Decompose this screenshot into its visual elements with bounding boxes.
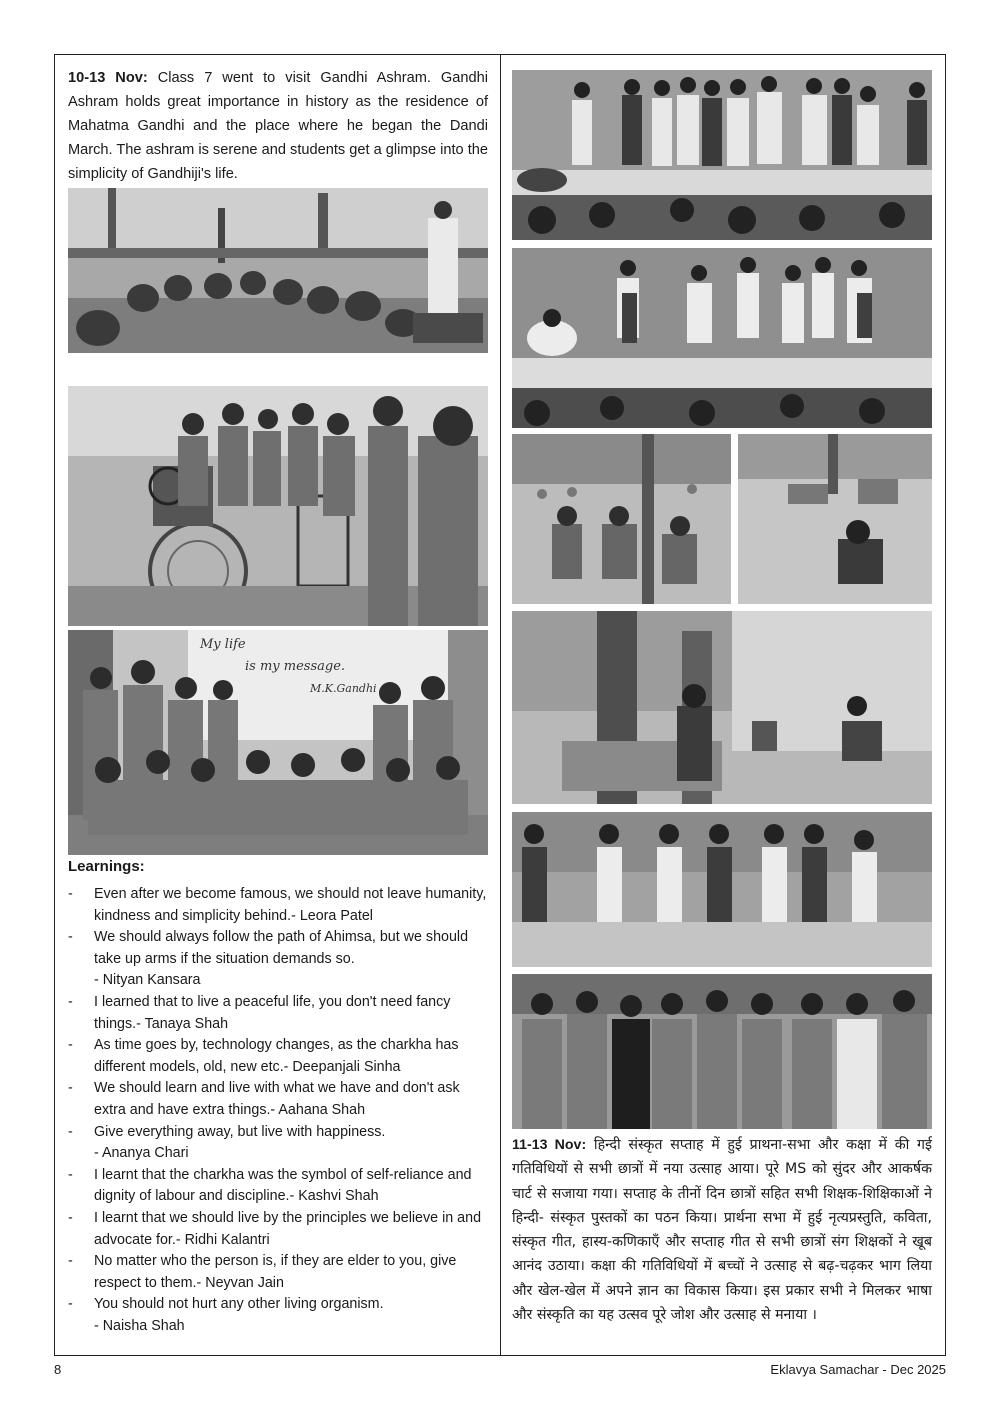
page-number: 8: [54, 1362, 62, 1377]
learning-item: - We should learn and live with what we have and don't ask extra and have extra things.- Aahana Shah: [68, 1080, 460, 1118]
photo-reading-outdoors-2: [738, 434, 932, 604]
photo-ashram-students-seated: [68, 188, 488, 353]
learning-item: - I learnt that we should live by the principles we believe in and advocate for.- Ridhi Kalantri: [68, 1209, 482, 1248]
intro-date: 10-13 Nov:: [68, 70, 148, 86]
quote-line-2: is my message.: [245, 659, 346, 674]
photo-reading-under-tree: [512, 611, 932, 804]
column-divider: [500, 54, 501, 1356]
learning-item: - As time goes by, technology changes, as the charkha has different models, old, new etc.- Deepanjali Sinha: [68, 1037, 459, 1075]
learning-text: I learnt that the charkha was the symbol of self-reliance and dignity of labour and discipline.- Kashvi Shah: [94, 1166, 472, 1205]
publication-footer: Eklavya Samachar - Dec 2025: [770, 1362, 946, 1377]
learning-text: As time goes by, technology changes, as the charkha has different models, old, new etc.- Deepanjali Sinha: [94, 1037, 459, 1075]
learning-text: We should learn and live with what we have and don't ask extra and have extra things.- Aahana Shah: [94, 1080, 460, 1118]
learning-item: - No matter who the person is, if they are elder to you, give respect to them.- Neyvan Jain: [68, 1253, 457, 1291]
learning-text: No matter who the person is, if they are elder to you, give respect to them.- Neyvan Jain: [94, 1253, 457, 1291]
learning-author: - Naisha Shah: [94, 1317, 185, 1334]
learning-item: - You should not hurt any other living organism. - Naisha Shah: [68, 1296, 384, 1334]
intro-text: Class 7 went to visit Gandhi Ashram. Gandhi Ashram holds great importance in history as the residence of Mahatma Gandhi and the place where he began the Dandi March. The ashram is serene and students get a glimpse into the simplicity of Gandhiji's life.: [68, 70, 488, 182]
learning-item: - Even after we become famous, we should not leave humanity, kindness and simplicity behind.- Leora Patel: [68, 886, 487, 924]
learning-text: Give everything away, but live with happiness.: [94, 1123, 386, 1140]
photo-reading-outdoors-1: [512, 434, 731, 604]
hindi-date: 11-13 Nov:: [512, 1137, 587, 1153]
learning-text: I learned that to live a peaceful life, you don't need fancy things.- Tanaya Shah: [94, 993, 451, 1032]
learning-text: We should always follow the path of Ahimsa, but we should take up arms if the situation demands so.: [94, 929, 469, 967]
learning-item: - We should always follow the path of Ahimsa, but we should take up arms if the situation demands so. - Nityan Kansara: [68, 929, 469, 989]
hindi-text: हिन्दी संस्कृत सप्ताह में हुई प्राथना-सभा और कक्षा में की गई गतिविधियों से सभी छात्रों में नया उत्साह आया। पूरे MS को सुंदर और आकर्षक चार्ट से सजाया गया। सप्ताह के तीनों दिन छात्रों सहित सभी शिक्षक-शिक्षिकाओं ने हिन्दी- संस्कृत पुस्तकों का पठन किया। प्रार्थना सभा में हुई नृत्यप्रस्तुति, कविता, संस्कृत गीत, हास्य-कणिकाएँ और सप्ताह गीत से सभी छात्रों संग शिक्षकों ने खूब आनंद उठाया। कक्षा की गतिविधियों में बच्चों ने उत्साह से बढ़-चढ़कर भाग लिया और खेल-खेल में अपने ज्ञान का विकास किया। इस प्रकार सभी ने मिलकर भाषा और संस्कृति का यह उत्सव पूरे जोश और उत्साह से मनाया ।: [512, 1137, 932, 1324]
learning-text: Even after we become famous, we should not leave humanity, kindness and simplicity behind.- Leora Patel: [94, 886, 487, 924]
intro-paragraph: [68, 66, 488, 186]
hindi-week-paragraph: [512, 1133, 932, 1327]
photo-prayer-assembly-speakers: [512, 812, 932, 967]
photo-stage-performance-1: [512, 70, 932, 240]
learning-author: - Ananya Chari: [94, 1145, 189, 1162]
photo-charkha-students: [68, 386, 488, 626]
learning-item: - Give everything away, but live with happiness. - Ananya Chari: [68, 1123, 386, 1162]
learning-author: - Nityan Kansara: [94, 972, 201, 989]
learnings-title: Learnings:: [68, 858, 145, 875]
quote-line-1: My life: [200, 637, 246, 652]
learning-text: You should not hurt any other living organism.: [94, 1296, 384, 1313]
learning-item: - I learnt that the charkha was the symbol of self-reliance and dignity of labour and discipline.- Kashvi Shah: [68, 1166, 472, 1205]
learning-item: - I learned that to live a peaceful life, you don't need fancy things.- Tanaya Shah: [68, 993, 451, 1032]
quote-signature: M.K.Gandhi: [310, 682, 377, 695]
photo-choir-group: [512, 974, 932, 1129]
learning-text: I learnt that we should live by the principles we believe in and advocate for.- Ridhi Kalantri: [94, 1209, 482, 1248]
left-column: [68, 66, 488, 186]
learnings-list: [68, 884, 488, 1337]
photo-stage-dance: [512, 248, 932, 428]
handwritten-quote: [200, 634, 380, 700]
